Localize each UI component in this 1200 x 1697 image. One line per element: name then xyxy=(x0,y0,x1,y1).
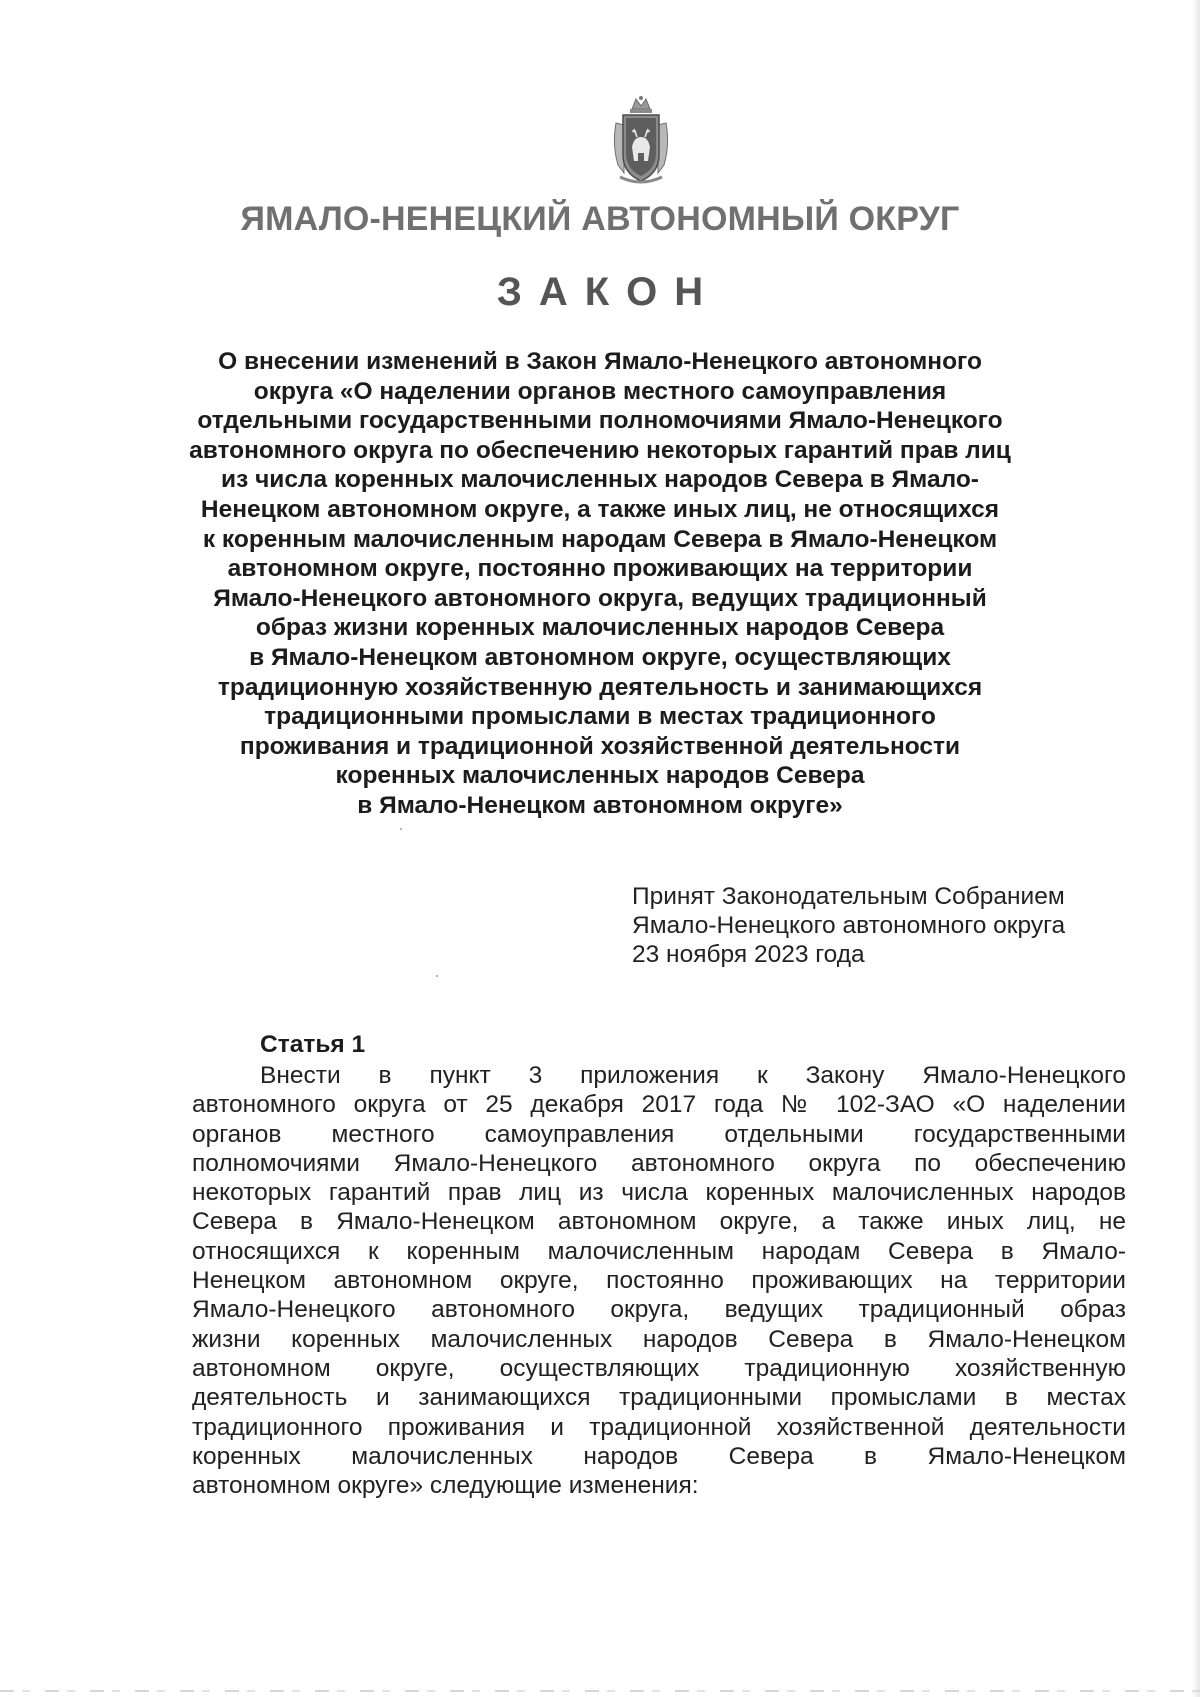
article-line: традиционного проживания и традиционной хозяйственной деятельности xyxy=(192,1413,1126,1441)
title-line: отдельными государственными полномочиями Ямало-Ненецкого xyxy=(197,407,1003,435)
adoption-line: Ямало-Ненецкого автономного округа xyxy=(632,912,1066,939)
region-name: ЯМАЛО-НЕНЕЦКИЙ АВТОНОМНЫЙ ОКРУГ xyxy=(240,200,960,238)
title-line: Ямало-Ненецкого автономного округа, ведущих традиционный xyxy=(213,584,987,612)
title-line: автономном округе, постоянно проживающих на территории xyxy=(227,555,973,583)
title-line: проживания и традиционной хозяйственной деятельности xyxy=(239,732,961,760)
title-line: образ жизни коренных малочисленных народов Севера xyxy=(255,614,945,642)
title-line: Ненецком автономном округе, а также иных лиц, не относящихся xyxy=(200,495,1000,523)
article-line: полномочиями Ямало-Ненецкого автономного округа по обеспечению xyxy=(192,1149,1126,1177)
title-line: из числа коренных малочисленных народов Севера в Ямало- xyxy=(221,466,979,494)
coat-of-arms-icon xyxy=(610,95,672,187)
article-line: органов местного самоуправления отдельными государственными xyxy=(192,1120,1126,1148)
article-line: автономном округе, осуществляющих традиционную хозяйственную xyxy=(192,1354,1126,1382)
article-body xyxy=(192,1061,1126,1500)
scan-bottom-edge xyxy=(0,1690,1200,1692)
article-line: Севера в Ямало-Ненецком автономном округе, а также иных лиц, не xyxy=(192,1208,1126,1236)
article-heading: Статья 1 xyxy=(260,1031,366,1058)
article-line: жизни коренных малочисленных народов Севера в Ямало-Ненецком xyxy=(192,1325,1126,1353)
article-line: автономном округе» следующие изменения: xyxy=(192,1472,699,1500)
title-line: в Ямало-Ненецком автономном округе, осуществляющих xyxy=(249,643,951,671)
article-line: деятельность и занимающихся традиционными промыслами в местах xyxy=(192,1384,1126,1412)
document-type: ЗАКОН xyxy=(496,270,721,314)
article-line: автономного округа от 25 декабря 2017 года № 102-ЗАО «О наделении xyxy=(192,1091,1126,1119)
title-line: в Ямало-Ненецком автономном округе» xyxy=(357,791,843,819)
article-line: относящихся к коренным малочисленным народам Севера в Ямало- xyxy=(192,1237,1126,1265)
adoption-date: 23 ноября 2023 года xyxy=(632,941,865,968)
title-line: О внесении изменений в Закон Ямало-Ненецкого автономного xyxy=(218,348,982,375)
scan-speck xyxy=(400,828,402,830)
title-line: округа «О наделении органов местного самоуправления xyxy=(253,377,947,405)
adoption-line: Принят Законодательным Собранием xyxy=(632,883,1065,910)
page-edge-shadow xyxy=(1192,0,1200,1697)
adoption-note xyxy=(632,882,1065,969)
article-line: Ямало-Ненецкого автономного округа, ведущих традиционный образ xyxy=(192,1296,1126,1324)
title-line: к коренным малочисленным народам Севера в Ямало-Ненецком xyxy=(202,525,998,553)
title-line: традиционными промыслами в местах традиционного xyxy=(264,703,936,731)
article-line: Внести в пункт 3 приложения к Закону Ямало-Ненецкого xyxy=(260,1062,1126,1089)
article-line: Ненецком автономном округе, постоянно проживающих на территории xyxy=(192,1267,1126,1295)
title-line: коренных малочисленных народов Севера xyxy=(335,762,865,790)
article-line: некоторых гарантий прав лиц из числа коренных малочисленных народов xyxy=(192,1179,1126,1207)
scan-speck xyxy=(436,975,438,977)
article-line: коренных малочисленных народов Севера в Ямало-Ненецком xyxy=(192,1442,1126,1470)
title-line: традиционную хозяйственную деятельность и занимающихся xyxy=(217,673,983,701)
title-line: автономного округа по обеспечению некоторых гарантий прав лиц xyxy=(189,436,1011,464)
law-title xyxy=(150,347,1050,821)
